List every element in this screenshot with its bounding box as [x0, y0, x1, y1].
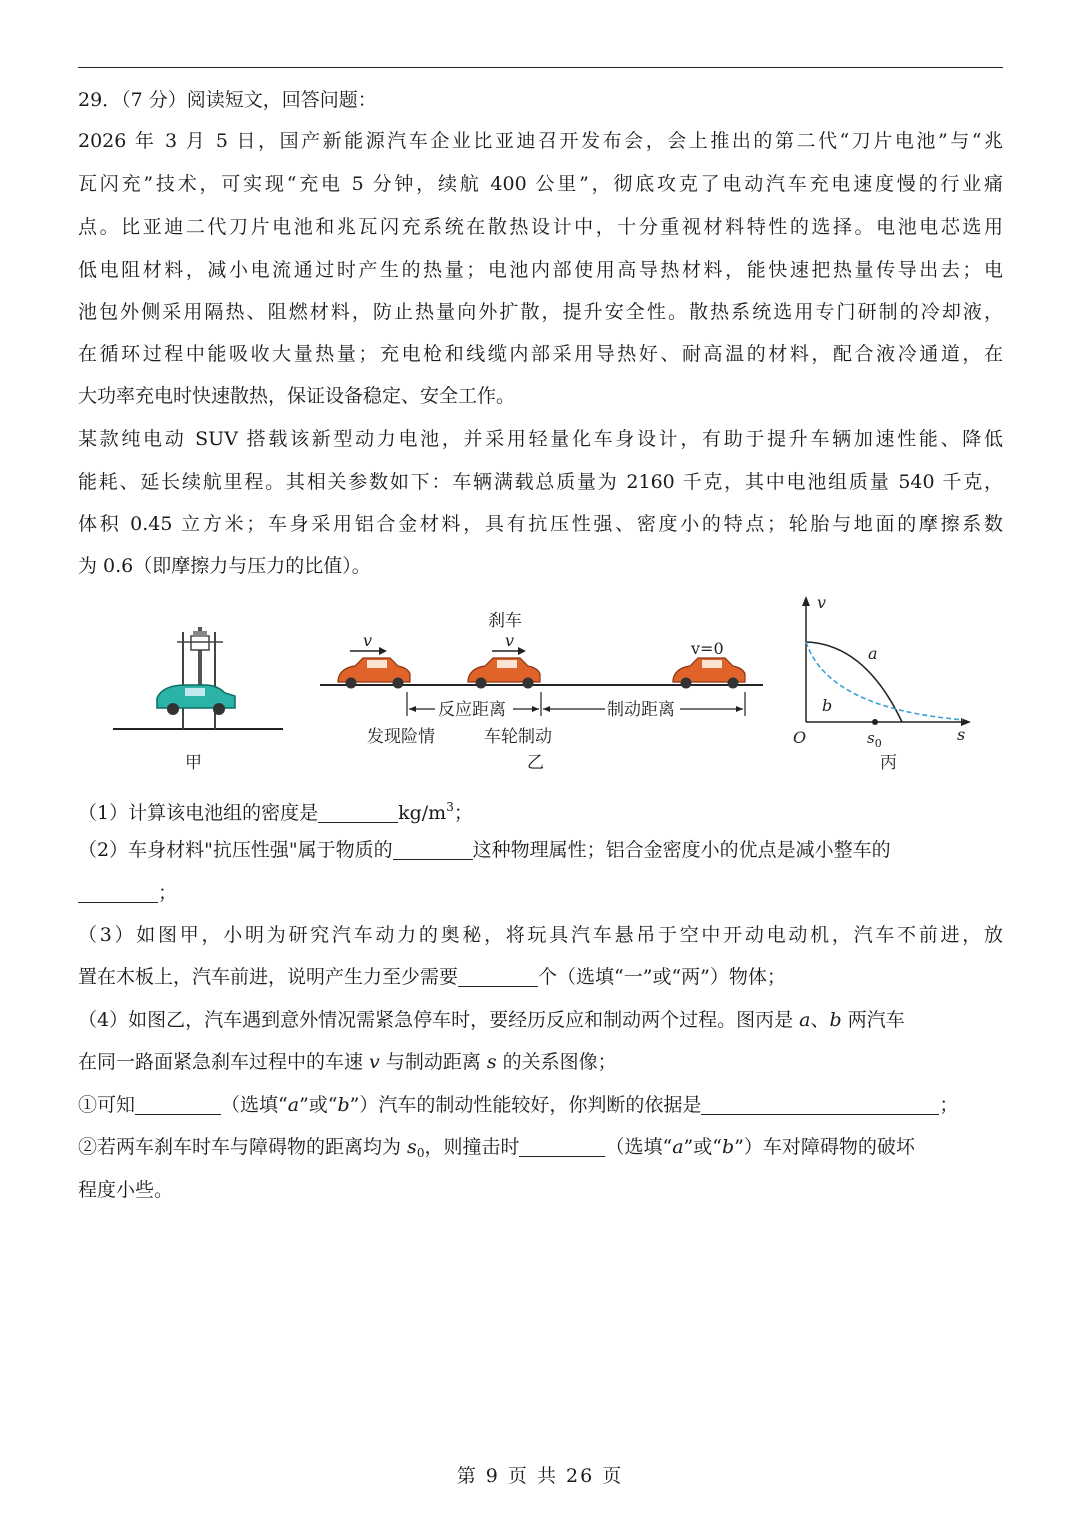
figure-yi-caption: 乙	[527, 753, 544, 773]
braking-distance-label: 制动距离	[607, 700, 675, 720]
q4-1-end: ；	[939, 1094, 959, 1116]
car-icon	[338, 658, 410, 689]
q4-var-v: v	[369, 1051, 380, 1073]
discover-danger-label: 发现险情	[367, 727, 435, 747]
q4-var-b: b	[829, 1009, 842, 1031]
velocity-label: v	[505, 631, 515, 650]
q4-2-text: ”）车对障碍物的破坏	[734, 1136, 915, 1158]
q4-1-var-b: b	[337, 1094, 350, 1116]
subquestion-4-2	[78, 1135, 915, 1165]
q4-1-var-a: a	[287, 1094, 300, 1116]
wheel-braking-label: 车轮制动	[484, 727, 552, 747]
s0-label: $s_0$	[867, 729, 882, 750]
q4-2-text: ②若两车刹车时车与障碍物的距离均为	[78, 1136, 408, 1158]
car-icon	[673, 658, 745, 689]
question-heading: 29．（7 分）阅读短文，回答问题：	[78, 89, 377, 111]
q2-text-a: （2）车身材料"抗压性强"属于物质的	[78, 839, 393, 861]
q4-2-text: ”或“	[683, 1136, 722, 1158]
origin-label: O	[793, 728, 807, 747]
q1-unit-sup: 3	[446, 800, 454, 814]
q1-end: ；	[453, 802, 473, 824]
q3-text-b: 个（选填“一”或“两”）物体；	[538, 966, 786, 988]
figure-jia	[113, 627, 283, 773]
paragraph2-line: 体积 0.45 立方米；车身采用铝合金材料，具有抗压性强、密度小的特点；轮胎与地面的摩擦系数	[78, 513, 1003, 535]
q4-1-text: ”或“	[299, 1094, 338, 1116]
q4-2-text: （选填“	[605, 1136, 673, 1158]
paragraph1-line: 瓦闪充”技术，可实现“充电 5 分钟，续航 400 公里”，彻底攻克了电动汽车充电速度慢的行业痛	[78, 173, 1003, 195]
q4-text: 与制动距离	[379, 1051, 487, 1073]
q4-2-var-a: a	[672, 1136, 684, 1158]
paragraph1-line: 大功率充电时快速散热，保证设备稳定、安全工作。	[78, 385, 516, 407]
answer-blank[interactable]	[458, 966, 538, 987]
figure-bing	[793, 593, 971, 773]
q4-2-var-b: b	[721, 1136, 735, 1158]
reaction-distance-label: 反应距离	[438, 700, 506, 720]
q2-end: ；	[158, 882, 178, 904]
paragraph2-line: 能耗、延长续航里程。其相关参数如下：车辆满载总质量为 2160 千克，其中电池组质量 540 千克，	[78, 471, 1003, 493]
q2-text-b: 这种物理属性；铝合金密度小的优点是减小整车的	[472, 839, 891, 861]
paragraph1-line: 池包外侧采用隔热、阻燃材料，防止热量向外扩散，提升安全性。散热系统选用专门研制的冷却液，	[78, 301, 1003, 323]
answer-blank[interactable]	[135, 1094, 221, 1115]
paragraph2-line: 为 0.6（即摩擦力与压力的比值）。	[78, 555, 371, 577]
subquestion-4-2-cont: 程度小些。	[78, 1179, 174, 1201]
car-icon	[468, 658, 540, 689]
subquestion-2	[78, 838, 891, 862]
q4-text: 的关系图像；	[496, 1051, 617, 1073]
subquestion-3-line2	[78, 965, 786, 989]
answer-blank[interactable]	[78, 882, 158, 903]
velocity-zero-label: v=0	[691, 639, 724, 658]
figure-bing-caption: 丙	[880, 753, 897, 773]
q4-text: 两汽车	[841, 1009, 905, 1031]
velocity-label: v	[363, 631, 373, 650]
subquestion-4-line1	[78, 1008, 905, 1032]
q4-2-sub: 0	[416, 1146, 425, 1160]
figure-jia-caption: 甲	[185, 753, 202, 773]
q4-var-s: s	[486, 1051, 497, 1073]
answer-blank[interactable]	[318, 802, 398, 823]
axis-v-label: v	[817, 593, 827, 612]
paragraph2-line: 某款纯电动 SUV 搭载该新型动力电池，并采用轻量化车身设计，有助于提升车辆加速性能、降低	[78, 428, 1003, 450]
brake-label: 刹车	[488, 611, 522, 631]
figure-yi	[320, 611, 763, 773]
s0-point	[872, 719, 878, 725]
q3-text-a: 置在木板上，汽车前进，说明产生力至少需要	[78, 966, 459, 988]
subquestion-1	[78, 795, 473, 825]
paragraph1-line: 点。比亚迪二代刀片电池和兆瓦闪充系统在散热设计中，十分重视材料特性的选择。电池电芯选用	[78, 216, 1003, 238]
figure-row	[105, 592, 985, 782]
curve-b-label: b	[822, 696, 833, 715]
subquestion-2-cont	[78, 881, 177, 905]
q4-1-text: ①可知	[78, 1094, 136, 1116]
axis-s-label: s	[957, 725, 966, 744]
subquestion-4-line2	[78, 1050, 617, 1074]
q4-text: 在同一路面紧急刹车过程中的车速	[78, 1051, 370, 1073]
page-footer: 第 9 页 共 26 页	[456, 1465, 624, 1487]
curve-a	[806, 642, 902, 722]
q4-text: 、	[810, 1009, 830, 1031]
q1-unit: kg/m	[398, 802, 447, 824]
q4-text: （4）如图乙，汽车遇到意外情况需紧急停车时，要经历反应和制动两个过程。图丙是	[78, 1009, 800, 1031]
answer-blank[interactable]	[519, 1136, 605, 1157]
paragraph1-line: 低电阻材料，减小电流通过时产生的热量；电池内部使用高导热材料，能快速把热量传导出去；电	[78, 259, 1003, 281]
answer-blank[interactable]	[393, 839, 473, 860]
q4-1-text: ”）汽车的制动性能较好，你判断的依据是	[349, 1094, 702, 1116]
q4-1-text: （选填“	[221, 1094, 288, 1116]
q4-var-a: a	[799, 1009, 811, 1031]
q4-2-var-s: s	[407, 1136, 417, 1158]
subquestion-4-1	[78, 1093, 958, 1117]
subquestion-3-line1: （3）如图甲，小明为研究汽车动力的奥秘，将玩具汽车悬吊于空中开动电动机，汽车不前进，放	[78, 924, 1003, 946]
paragraph1-line: 2026 年 3 月 5 日，国产新能源汽车企业比亚迪召开发布会，会上推出的第二代“刀片电池”与“兆	[78, 130, 1003, 152]
answer-blank[interactable]	[701, 1094, 939, 1115]
q1-text: （1）计算该电池组的密度是	[78, 802, 319, 824]
q4-2-text: ，则撞击时	[424, 1136, 520, 1158]
paragraph1-line: 在循环过程中能吸收大量热量；充电枪和线缆内部采用导热好、耐高温的材料，配合液冷通道，在	[78, 343, 1003, 365]
curve-a-label: a	[868, 644, 878, 663]
top-rule	[78, 67, 1003, 68]
